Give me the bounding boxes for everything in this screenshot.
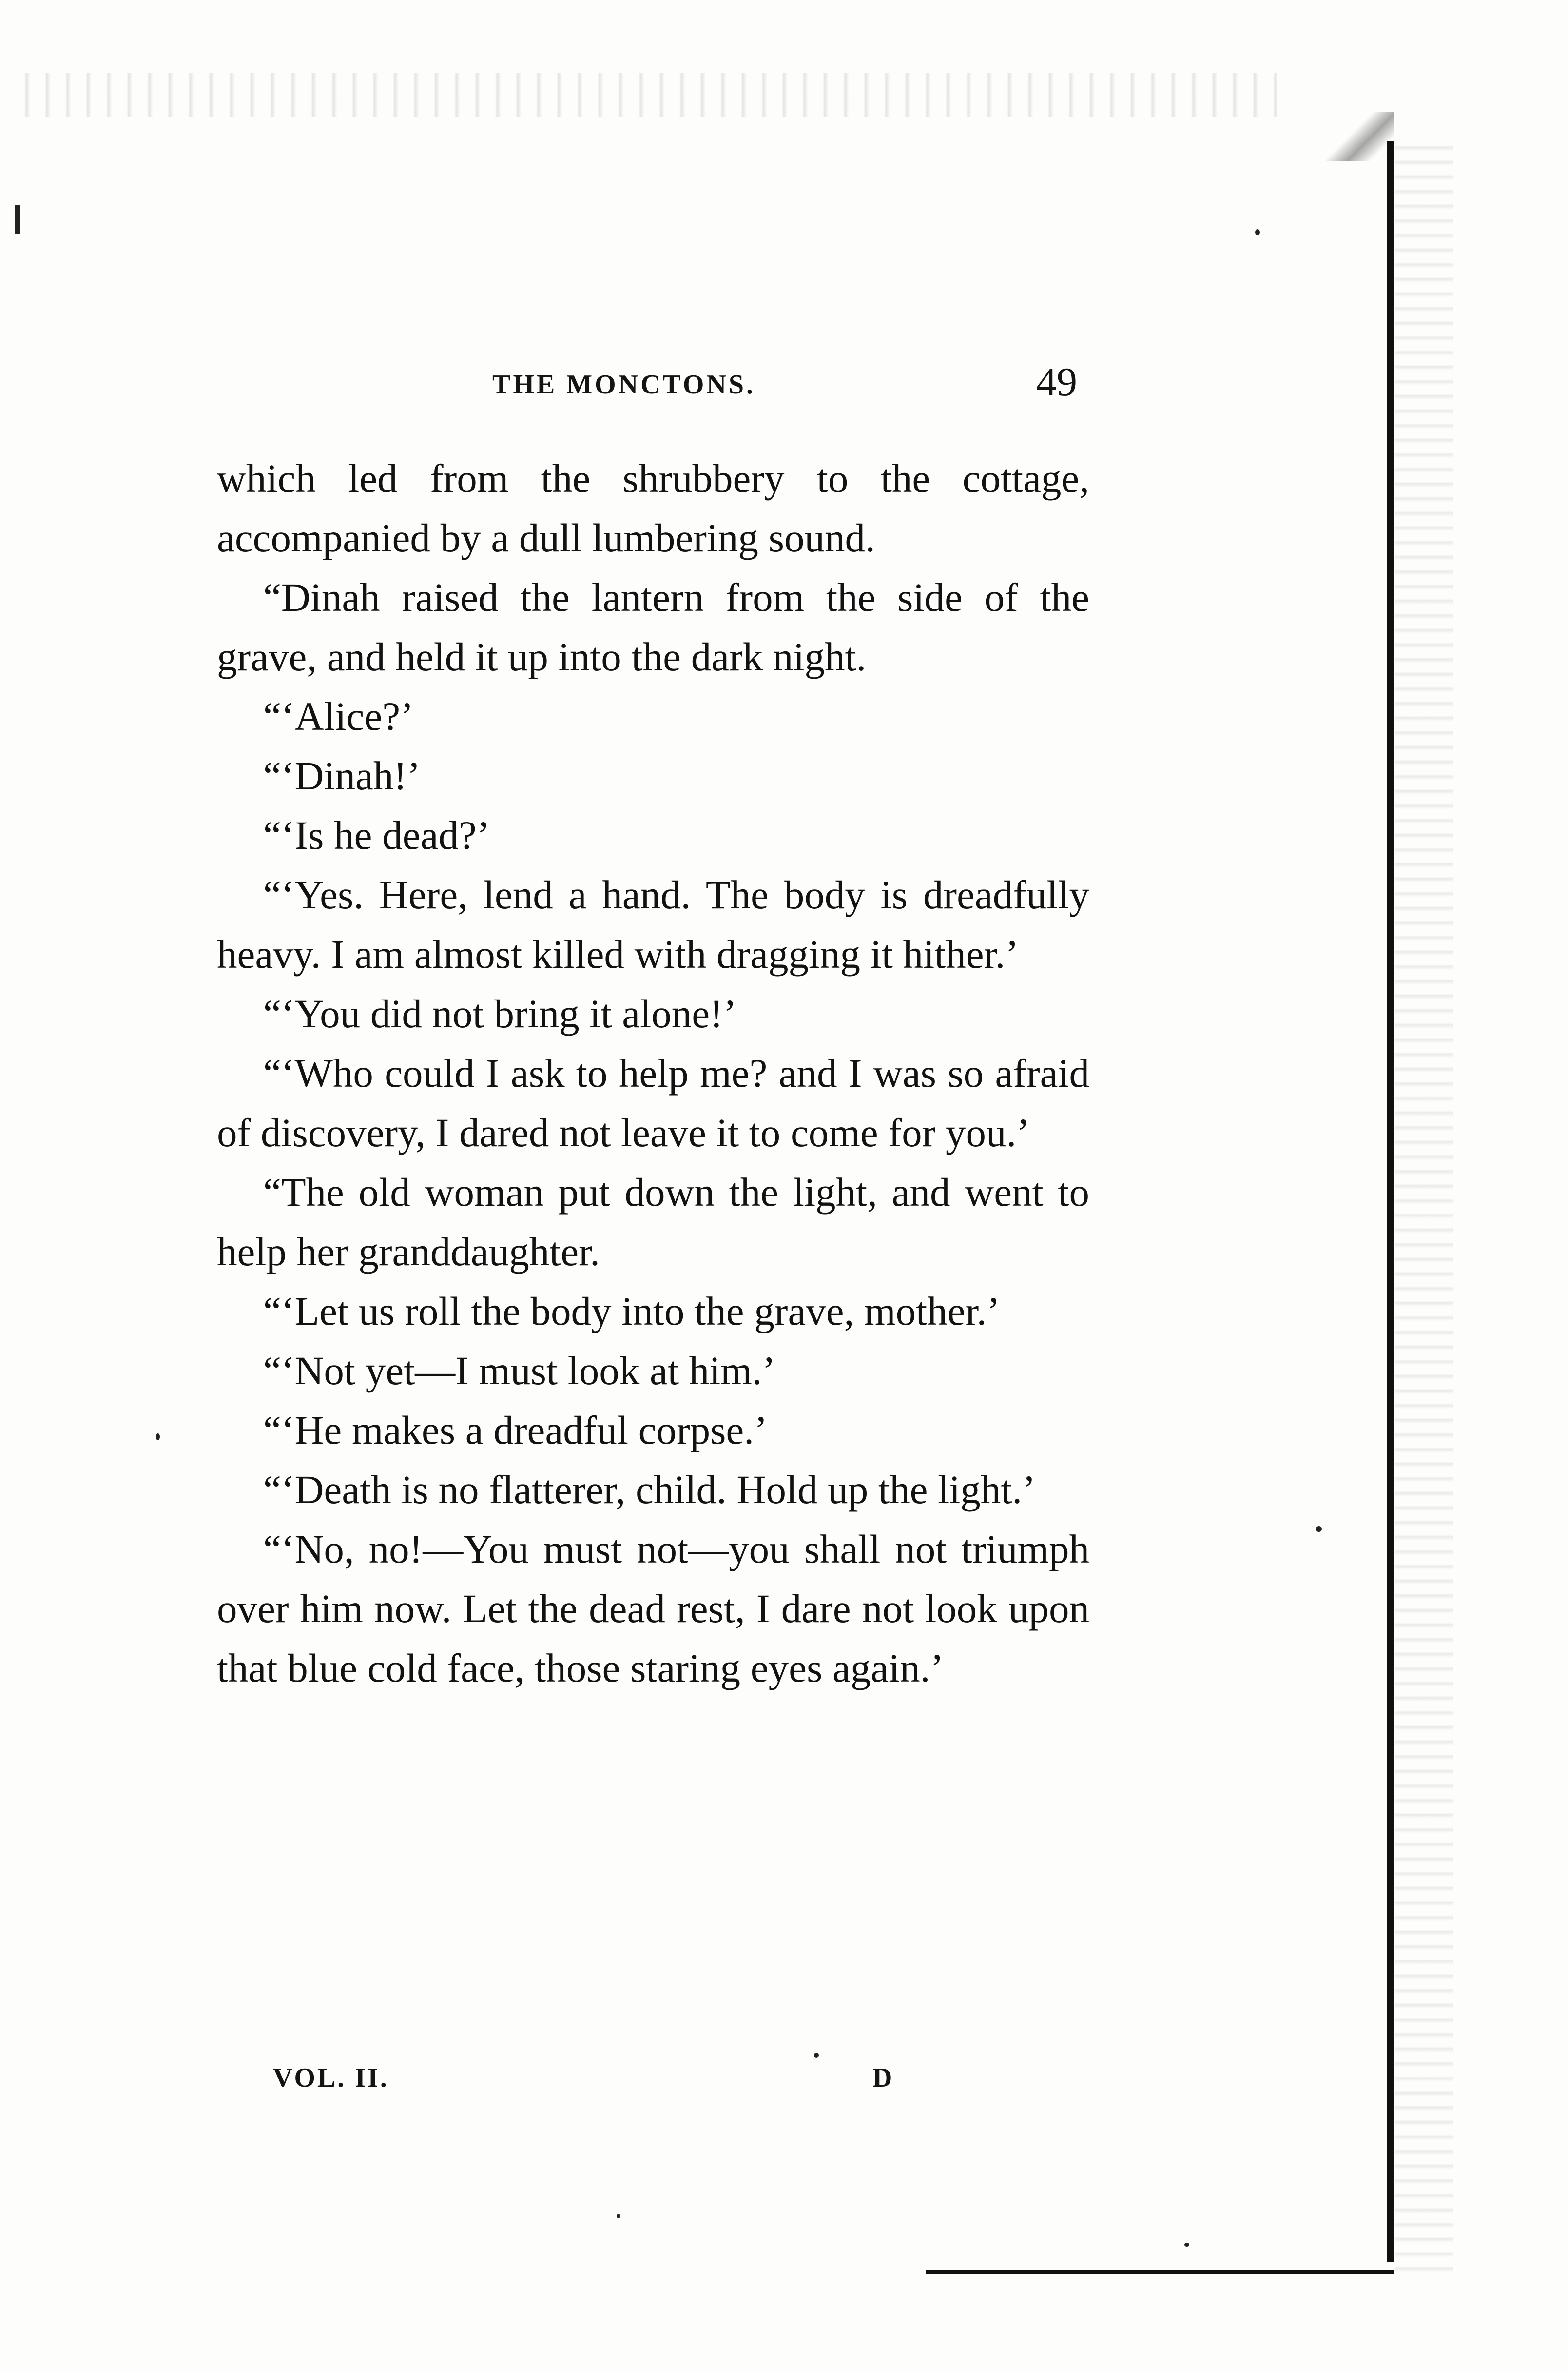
running-head: THE MONCTONS. [492,370,756,400]
scan-speck [1255,229,1260,235]
page-header [492,358,1077,412]
scan-edge-bottom [926,2270,1394,2274]
scan-speck [156,1433,160,1440]
paragraph: “‘You did not bring it alone!’ [263,991,737,1036]
page-number: 49 [1036,359,1077,405]
scan-edge-top [10,73,1277,117]
scan-speck [1316,1526,1322,1532]
paragraph: “‘Not yet—I must look at him.’ [263,1348,776,1393]
paragraph: “‘Who could I ask to help me? and I was so afraid of discovery, I dared not leave it to come for you.’ [217,1051,1089,1155]
paragraph: “‘Is he dead?’ [263,813,490,858]
paragraph: “‘Yes. Here, lend a hand. The body is dreadfully heavy. I am almost killed with dragging it hither.’ [217,872,1089,977]
page-corner-shadow [1326,112,1394,161]
paragraph: “‘Alice?’ [263,694,414,739]
paragraph: “‘No, no!—You must not—you shall not triumph over him now. Let the dead rest, I dare not look upon that blue cold face, those staring eyes again.’ [217,1527,1089,1690]
paragraph: “‘He makes a dreadful corpse.’ [263,1408,768,1452]
volume-mark: VOL. II. [273,2063,389,2093]
scan-speck [617,2214,620,2218]
page-footer [273,2062,955,2106]
body-text [217,449,1089,1698]
scan-speck [814,2053,819,2058]
paragraph: “Dinah raised the lantern from the side of the grave, and held it up into the dark night. [217,575,1089,679]
paragraph: which led from the shrubbery to the cottage, accompanied by a dull lumbering sound. [217,456,1089,560]
signature-mark: D [872,2063,892,2093]
scan-edge-right-shadow [1395,137,1453,2272]
scan-speck [15,205,20,234]
scan-speck [1184,2243,1189,2247]
paragraph: “‘Dinah!’ [263,753,421,798]
scan-edge-right [1387,141,1394,2262]
paragraph: “‘Let us roll the body into the grave, mother.’ [263,1289,1001,1333]
paragraph: “‘Death is no flatterer, child. Hold up the light.’ [263,1467,1036,1512]
paragraph: “The old woman put down the light, and went to help her granddaughter. [217,1170,1089,1274]
